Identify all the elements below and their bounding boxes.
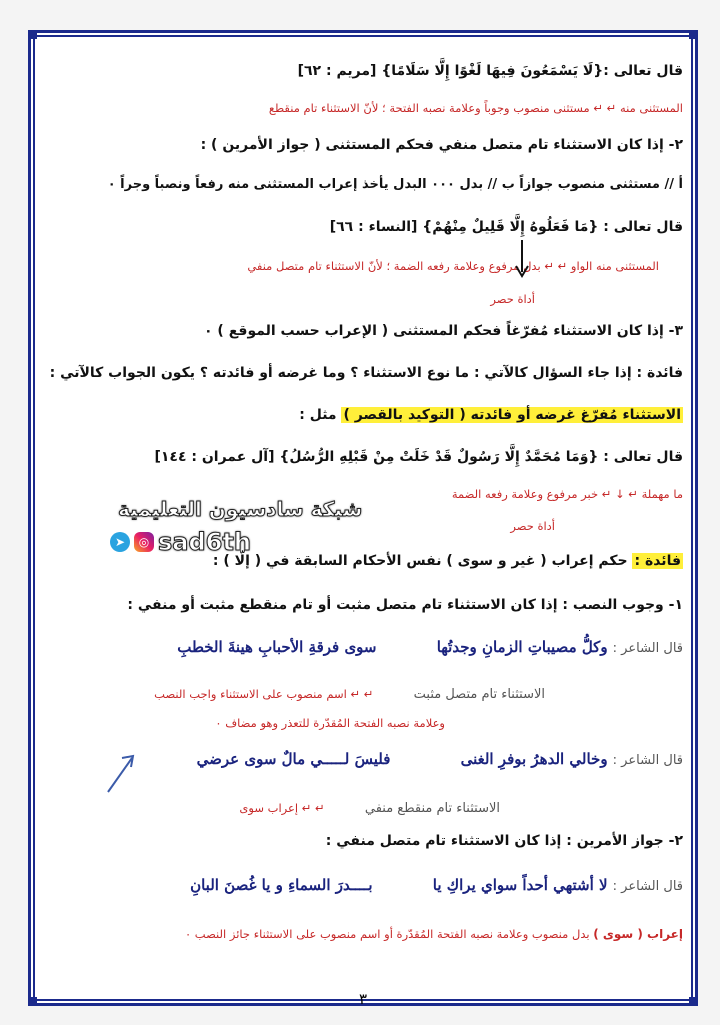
quran-example-2: قال تعالى : {مَا فَعَلُوهُ إِلَّا قَلِيلٌ مِنْهُمْ} [النساء : ٦٦] — [329, 219, 683, 235]
telegram-icon: ➤ — [110, 532, 130, 552]
watermark-handle-text: sad6th — [158, 528, 251, 556]
poet-label: قال الشاعر : — [612, 879, 683, 894]
annotation-5: وعلامة نصبه الفتحة المُقدّرة للتعذر وهو مضاف ٠ — [215, 716, 445, 730]
faida-2 — [213, 553, 683, 569]
hemistich-1a: وكلُّ مصيباتِ الزمانِ وجدتُها — [436, 638, 608, 656]
poem-line-3 — [190, 875, 683, 894]
poem-line-2 — [197, 749, 683, 768]
annotation-4-irab: ↵ ↵ اسم منصوب على الاستثناء واجب النصب — [154, 687, 374, 701]
annotation-2: المستثنى منه الواو ↵ ↵ بدل مرفوع وعلامة رفعه الضمة ؛ لأنّ الاستثناء تام متصل منفي — [247, 259, 659, 273]
faida-label: فائدة : — [634, 553, 681, 569]
annotation-6 — [239, 797, 500, 816]
down-arrow-icon — [512, 238, 532, 278]
watermark-handle — [110, 528, 251, 556]
highlighted-answer: الاستثناء مُفرّغ غرضه أو فائدته ( التوكيد بالقصر ) — [343, 407, 681, 423]
rule-jawaz: ٢- جواز الأمرين : إذا كان الاستثناء تام متصل منفي : — [325, 833, 683, 849]
annotation-1: المستثنى منه ↵ ↵ مستثنى منصوب وجوباً وعلامة نصبه الفتحة ؛ لأنّ الاستثناء تام منقطع — [268, 101, 683, 115]
irab-siwa — [185, 923, 683, 942]
hemistich-3a: لا أشتهي أحداً سواي يراكِ يا — [432, 876, 608, 894]
poet-label: قال الشاعر : — [612, 753, 683, 768]
faida-1-answer — [299, 407, 683, 423]
annotation-6-type: الاستثناء تام منقطع منفي — [364, 801, 500, 816]
faida-1: فائدة : إذا جاء السؤال كالآتي : ما نوع الاستثناء ؟ وما غرضه أو فائدته ؟ يكون الجواب كالآتي : — [49, 365, 683, 381]
annotation-adat-hasr-2: أداة حصر — [510, 519, 555, 533]
hemistich-2b: فليسَ لـــــي مالٌ سوى عرضي — [196, 750, 391, 768]
annotation-4-type: الاستثناء تام متصل مثبت — [413, 687, 545, 702]
corner-ornament — [689, 31, 697, 39]
annotation-3: ما مهملة ↵ ↓ ↵ خبر مرفوع وعلامة رفعه الضمة — [451, 487, 683, 501]
poet-label: قال الشاعر : — [612, 641, 683, 656]
hemistich-3b: بــــدرَ السماءِ و يا غُصنَ البانِ — [190, 876, 373, 894]
rule-2-options: أ // مستثنى منصوب جوازاً ب // بدل ٠٠٠ البدل يأخذ إعراب المستثنى منه رفعاً ونصباً وجراً ٠ — [107, 177, 683, 192]
hemistich-2a: وخالي الدهرُ بوفرِ الغنى — [460, 750, 608, 768]
irab-siwa-text: بدل منصوب وعلامة نصبه الفتحة المُقدّرة أو اسم منصوب على الاستثناء جائز النصب ٠ — [184, 927, 594, 941]
quran-example-1: قال تعالى :{لَا يَسْمَعُونَ فِيهَا لَغْوًا إِلَّا سَلَامًا} [مريم : ٦٢] — [297, 63, 683, 79]
page-number: ٣ — [358, 990, 368, 1008]
poem-line-1 — [177, 637, 683, 656]
watermark-text: شبكة سادسيون التعليمية — [118, 497, 363, 521]
rule-2: ٢- إذا كان الاستثناء تام متصل منفي فحكم المستثنى ( جواز الأمرين ) : — [200, 137, 683, 153]
rule-3: ٣- إذا كان الاستثناء مُفرّغاً فحكم المستثنى ( الإعراب حسب الموقع ) ٠ — [204, 323, 683, 339]
faida-2-text: حكم إعراب ( غير و سوى ) نفس الأحكام السابقة في ( إلّا ) : — [212, 553, 633, 569]
hemistich-1b: سوى فرقةِ الأحبابِ هينةَ الخطبِ — [177, 638, 377, 656]
instagram-icon: ◎ — [134, 532, 154, 552]
annotation-4 — [154, 683, 545, 702]
rule-nasb: ١- وجوب النصب : إذا كان الاستثناء تام متصل مثبت أو تام منقطع مثبت أو منفي : — [127, 597, 683, 613]
answer-tail: مثل : — [299, 407, 342, 423]
annotation-6-irab: ↵ ↵ إعراب سوى — [239, 801, 325, 815]
up-arrow-icon — [100, 752, 140, 796]
corner-ornament — [29, 31, 37, 39]
irab-siwa-label: إعراب ( سوى ) — [593, 927, 683, 941]
annotation-adat-hasr-1: أداة حصر — [490, 292, 535, 306]
quran-example-3: قال تعالى : {وَمَا مُحَمَّدٌ إِلَّا رَسُولٌ قَدْ خَلَتْ مِنْ قَبْلِهِ الرُّسُلُ} [آل عمران : ١٤٤] — [154, 449, 683, 465]
